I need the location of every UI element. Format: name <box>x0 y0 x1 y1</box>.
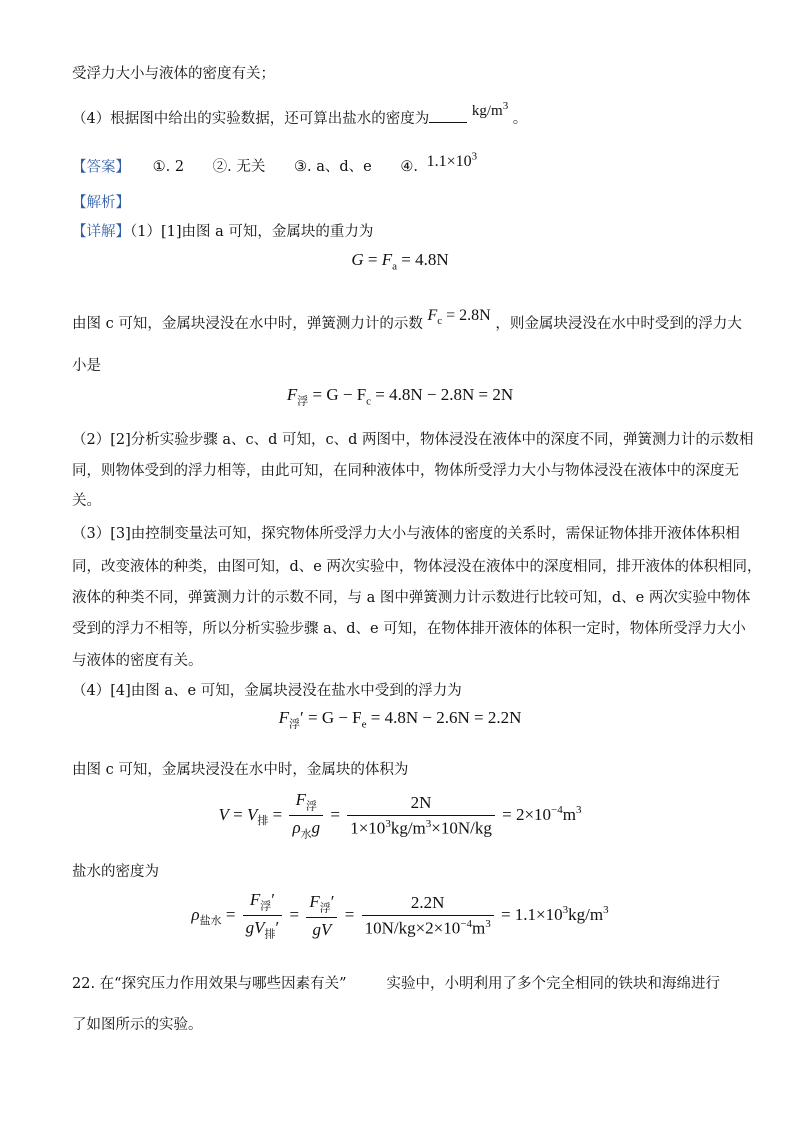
text-line: 盐水的密度为 <box>72 864 159 880</box>
answer-line <box>72 152 477 177</box>
text: 。 <box>512 111 528 127</box>
answer-item: ③. a、d、e <box>294 159 372 176</box>
text: 受浮力大小与液体的密度有关； <box>72 66 275 82</box>
fraction: $\frac{F_浮'}{gV_排'}$ <box>243 890 283 942</box>
text-line <box>72 64 275 84</box>
text-line: （2）[2]分析实验步骤 a、c、d 可知，c、d 两图中，物体浸没在液体中的深度不同，弹簧测力计的示数相 <box>72 432 754 448</box>
answer-item: ①. 2 <box>152 159 185 176</box>
text-line: 受到的浮力不相等，所以分析实验步骤 a、d、e 可知，在物体排开液体的体积一定时，物体所受浮力大小 <box>72 621 746 637</box>
unit: $kg/m^3$ <box>471 100 509 119</box>
fraction: $\frac{2.2N}{10N/kg\times 2\times 10^{-4}m^3}$ <box>362 893 494 939</box>
inline-formula: $F_c = 2.8N$ <box>427 307 491 328</box>
formula-density: $\rho_{盐水}$ = $\frac{F_浮'}{gV_排'}$ = $\frac{F_浮'}{gV}$ = $\frac{2.2N}{10N/kg\times 2\times 10^{-4}m^3}$ = $1.1\times 10^3kg/m^3$ <box>191 890 609 941</box>
text-line: （3）[3]由控制变量法可知，探究物体所受浮力大小与液体的密度的关系时，需保证物体排开液体体积相 <box>72 526 740 542</box>
text-line: 由图 c 可知，金属块浸没在水中时，弹簧测力计的示数 $F_c = 2.8N$ ，则金属块浸没在水中时受到的浮力大 <box>72 307 742 332</box>
question-4-line <box>72 100 528 129</box>
formula-buoyancy: $F_浮 = G - F_c = 4.8N - 2.8N = 2N$ <box>286 385 514 408</box>
text: （1）[1]由图 a 可知，金属块的重力为 <box>130 224 374 240</box>
analysis-label: 【解析】 <box>72 195 130 211</box>
question-22: 22. 在“探究压力作用效果与哪些因素有关” 实验中，小明利用了多个完全相同的铁块和海绵进行 <box>72 976 720 992</box>
answer-blank <box>429 108 467 123</box>
answer-item: ②. 无关 <box>212 159 266 176</box>
text-line: 同，则物体受到的浮力相等，由此可知，在同种液体中，物体所受浮力大小与物体浸没在液体中的深度无 <box>72 463 739 479</box>
text-line: 关。 <box>72 493 101 509</box>
text-line: （4）[4]由图 a、e 可知，金属块浸没在盐水中受到的浮力为 <box>72 683 462 699</box>
fraction: $\frac{F_浮}{\rho_水g}$ <box>289 790 323 842</box>
text-line: 小是 <box>72 358 101 374</box>
text-line: 与液体的密度有关。 <box>72 653 203 669</box>
fraction: $\frac{F_浮'}{gV}$ <box>306 892 337 940</box>
text-line: 由图 c 可知，金属块浸没在水中时，金属块的体积为 <box>72 762 409 778</box>
text: （4）根据图中给出的实验数据，还可算出盐水的密度为 <box>72 111 430 127</box>
text-line: 同，改变液体的种类，由图可知，d、e 两次实验中，物体浸没在液体中的深度相同，排开液体的体积相同， <box>72 559 762 575</box>
formula-volume: $V = V_排$ = $\frac{F_浮}{\rho_水g}$ = $\frac{2N}{1\times 10^3kg/m^3\times 10N/kg}$ = $2\times 10^{-4}m^3$ <box>218 790 582 841</box>
answer-item: ④. <box>400 159 418 176</box>
answer-value: $1.1\times 10^3$ <box>426 151 478 171</box>
fraction: $\frac{2N}{1\times 10^3kg/m^3\times 10N/kg}$ <box>347 793 495 839</box>
formula-buoyancy-saltwater: $F_浮' = G - F_e = 4.8N - 2.6N = 2.2N$ <box>278 708 522 731</box>
text-line: 液体的种类不同，弹簧测力计的示数不同，与 a 图中弹簧测力计示数进行比较可知，d、e 两次实验中物体 <box>72 590 751 606</box>
formula-weight: $G = F_a = 4.8N$ <box>351 250 449 273</box>
answer-label: 【答案】 <box>72 159 130 176</box>
detail-label: 【详解】 <box>72 224 130 240</box>
text-line: 了如图所示的实验。 <box>72 1017 203 1033</box>
detail-intro <box>72 222 373 242</box>
